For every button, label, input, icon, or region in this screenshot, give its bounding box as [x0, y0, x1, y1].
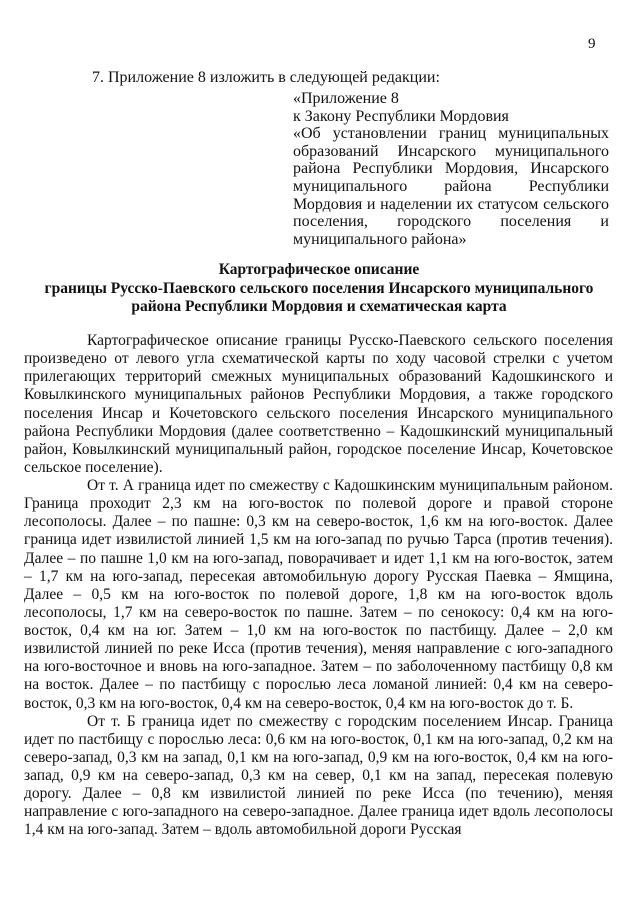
- section-heading: [24, 261, 614, 317]
- appendix-block: [293, 90, 609, 248]
- paragraph: От т. Б граница идет по смежеству с городским поселением Инсар. Граница идет по пастбищу с порослью леса: 0,6 км на юго-восток, 0,1 км на юго-запад, 0,2 км на северо-запад, 0,3 км на запад, 0,1 км на юго-запад, 0,9 км на юго-восток, 0,4 км на юго-запад, 0,9 км на северо-запад, 0,3 км на север, 0,1 км на запад, пересекая полевую дорогу. Далее – 0,8 км извилистой линией по реке Исса (по течению), меняя направление с юго-западного на северо-западное. Далее граница идет вдоль лесополосы 1,4 км на юго-запад. Затем – вдоль автомобильной дороги Русская: [24, 712, 613, 839]
- appendix-law-title: «Об установлении границ муниципальных образований Инсарского муниципального района Республики Мордовия, Инсарского муниципального района Республики Мордовия и наделении их статусом сельского поселения, городского поселения и муниципального района»: [293, 125, 609, 248]
- paragraph: От т. А граница идет по смежеству с Кадошкинским муниципальным районом. Граница проходит 2,3 км на юго-восток по полевой дороге и правой стороне лесополосы. Далее – по пашне: 0,3 км на северо-восток, 1,6 км на юго-восток. Далее граница идет извилистой линией 1,5 км на юго-запад по ручью Тарса (против течения). Далее – по пашне 1,0 км на юго-запад, поворачивает и идет 1,1 км на юго-восток, затем – 1,7 км на юго-запад, пересекая автомобильную дорогу Русская Паевка – Ямщина, Далее – 0,5 км на юго-восток по полевой дороге, 1,8 км на юго-восток вдоль лесополосы, 1,7 км на северо-восток по пашне. Затем – по сенокосу: 0,4 км на юго-восток, 0,4 км на юг. Затем – 1,0 км на юго-восток по пастбищу. Далее – 2,0 км извилистой линией по реке Исса (против течения), меняя направление с юго-западного на юго-восточное и вновь на юго-западное. Затем – по заболоченному пастбищу 0,8 км на восток. Далее – по пастбищу с порослью леса ломаной линией: 0,4 км на северо-восток, 0,3 км на юго-восток, 0,4 км на северо-восток, 0,4 км на юго-восток до т. Б.: [24, 477, 613, 712]
- heading-line-2: границы Русско-Паевского сельского поселения Инсарского муниципального района Республики Мордовия и схематическая карта: [44, 279, 594, 315]
- paragraph: Картографическое описание границы Русско-Паевского сельского поселения произведено от левого угла схематической карты по ходу часовой стрелки с учетом прилегающих территорий смежных муниципальных образований Кадошкинского и Ковылкинского муниципальных районов Республики Мордовия, а также городского поселения Инсар и Кочетовского сельского поселения Инсарского муниципального района Республики Мордовия (далее соответственно – Кадошкинский муниципальный район, Ковылкинский муниципальный район, городское поселение Инсар, Кочетовское сельское поселение).: [24, 332, 613, 476]
- appendix-law: к Закону Республики Мордовия: [293, 107, 509, 125]
- amendment-item: 7. Приложение 8 изложить в следующей редакции:: [92, 69, 440, 86]
- appendix-title: «Приложение 8: [293, 90, 399, 107]
- document-body: [24, 332, 613, 840]
- heading-line-1: Картографическое описание: [218, 261, 420, 278]
- page-number: 9: [588, 36, 596, 52]
